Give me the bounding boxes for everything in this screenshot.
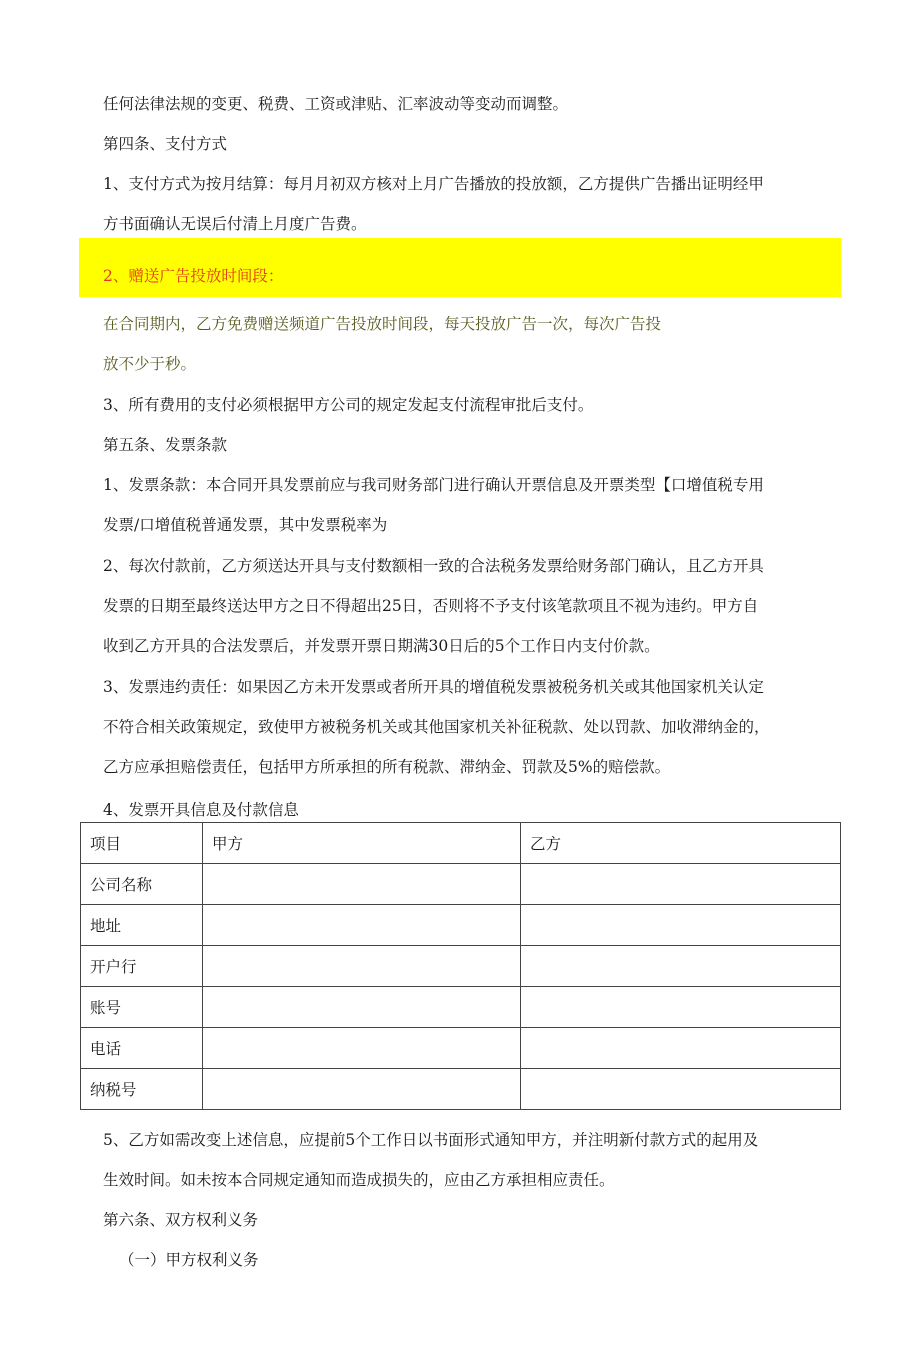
table-row xyxy=(81,1028,841,1069)
article-6-subsection-1: （一）甲方权利义务 xyxy=(119,1251,259,1269)
table-row xyxy=(81,864,841,905)
article-5-item-4: 4、发票开具信息及付款信息 xyxy=(103,801,299,819)
article-4-item-2-heading: 2、赠送广告投放时间段： xyxy=(103,267,284,285)
cell-party-b-company-name xyxy=(521,864,841,905)
cell-party-b-address xyxy=(521,905,841,946)
article-4-item-2-body-line-2: 放不少于秒。 xyxy=(103,355,197,373)
cell-party-b-bank xyxy=(521,946,841,987)
row-label-tax-id: 纳税号 xyxy=(81,1069,203,1110)
row-label-company-name: 公司名称 xyxy=(81,864,203,905)
article-5-item-3-line-3: 乙方应承担赔偿责任，包括甲方所承担的所有税款、滞纳金、罚款及5%的赔偿款。 xyxy=(103,758,671,776)
article-5-item-2-line-1: 2、每次付款前，乙方须送达开具与支付数额相一致的合法税务发票给财务部门确认，且乙方开具 xyxy=(103,557,764,575)
article-5-item-5-line-2: 生效时间。如未按本合同规定通知而造成损失的，应由乙方承担相应责任。 xyxy=(103,1171,615,1189)
cell-party-a-address xyxy=(203,905,521,946)
article-5-item-1-line-2: 发票/口增值税普通发票，其中发票税率为 xyxy=(103,516,388,534)
cell-party-b-phone xyxy=(521,1028,841,1069)
invoice-info-table xyxy=(80,822,841,1110)
cell-party-a-phone xyxy=(203,1028,521,1069)
row-label-bank: 开户行 xyxy=(81,946,203,987)
table-row xyxy=(81,987,841,1028)
cell-party-a-company-name xyxy=(203,864,521,905)
article-5-item-3-line-1: 3、发票违约责任：如果因乙方未开发票或者所开具的增值税发票被税务机关或其他国家机关认定 xyxy=(103,678,764,696)
article-4-title: 第四条、支付方式 xyxy=(103,135,228,153)
row-label-phone: 电话 xyxy=(81,1028,203,1069)
row-label-account: 账号 xyxy=(81,987,203,1028)
article-5-item-2-line-3: 收到乙方开具的合法发票后，并发票开票日期满30日后的5个工作日内支付价款。 xyxy=(103,637,660,655)
article-6-title: 第六条、双方权利义务 xyxy=(103,1211,259,1229)
row-label-address: 地址 xyxy=(81,905,203,946)
table-header-party-a: 甲方 xyxy=(203,823,521,864)
article-4-item-1-line-1: 1、支付方式为按月结算：每月月初双方核对上月广告播放的投放额，乙方提供广告播出证明经甲 xyxy=(103,175,764,193)
cell-party-b-account xyxy=(521,987,841,1028)
article-5-item-1-line-1: 1、发票条款：本合同开具发票前应与我司财务部门进行确认开票信息及开票类型【口增值税专用 xyxy=(103,476,764,494)
article-5-title: 第五条、发票条款 xyxy=(103,436,228,454)
article-5-item-3-line-2: 不符合相关政策规定，致使甲方被税务机关或其他国家机关补征税款、处以罚款、加收滞纳金的， xyxy=(103,718,770,736)
article-4-item-3: 3、所有费用的支付必须根据甲方公司的规定发起支付流程审批后支付。 xyxy=(103,396,594,414)
article-5-item-5-line-1: 5、乙方如需改变上述信息，应提前5个工作日以书面形式通知甲方，并注明新付款方式的起用及 xyxy=(103,1131,759,1149)
table-row xyxy=(81,905,841,946)
cell-party-a-account xyxy=(203,987,521,1028)
article-4-item-2-body-line-1: 在合同期内，乙方免费赠送频道广告投放时间段，每天投放广告一次，每次广告投 xyxy=(103,315,662,333)
cell-party-b-tax-id xyxy=(521,1069,841,1110)
table-header-item: 项目 xyxy=(81,823,203,864)
table-header-party-b: 乙方 xyxy=(521,823,841,864)
table-row xyxy=(81,1069,841,1110)
article-4-item-1-line-2: 方书面确认无误后付清上月度广告费。 xyxy=(103,215,367,233)
article-5-item-2-line-2: 发票的日期至最终送达甲方之日不得超出25日，否则将不予支付该笔款项且不视为违约。甲方自 xyxy=(103,597,759,615)
cell-party-a-bank xyxy=(203,946,521,987)
cell-party-a-tax-id xyxy=(203,1069,521,1110)
table-header-row xyxy=(81,823,841,864)
table-row xyxy=(81,946,841,987)
paragraph-tax-adjustment: 任何法律法规的变更、税费、工资或津贴、汇率波动等变动而调整。 xyxy=(103,95,569,113)
